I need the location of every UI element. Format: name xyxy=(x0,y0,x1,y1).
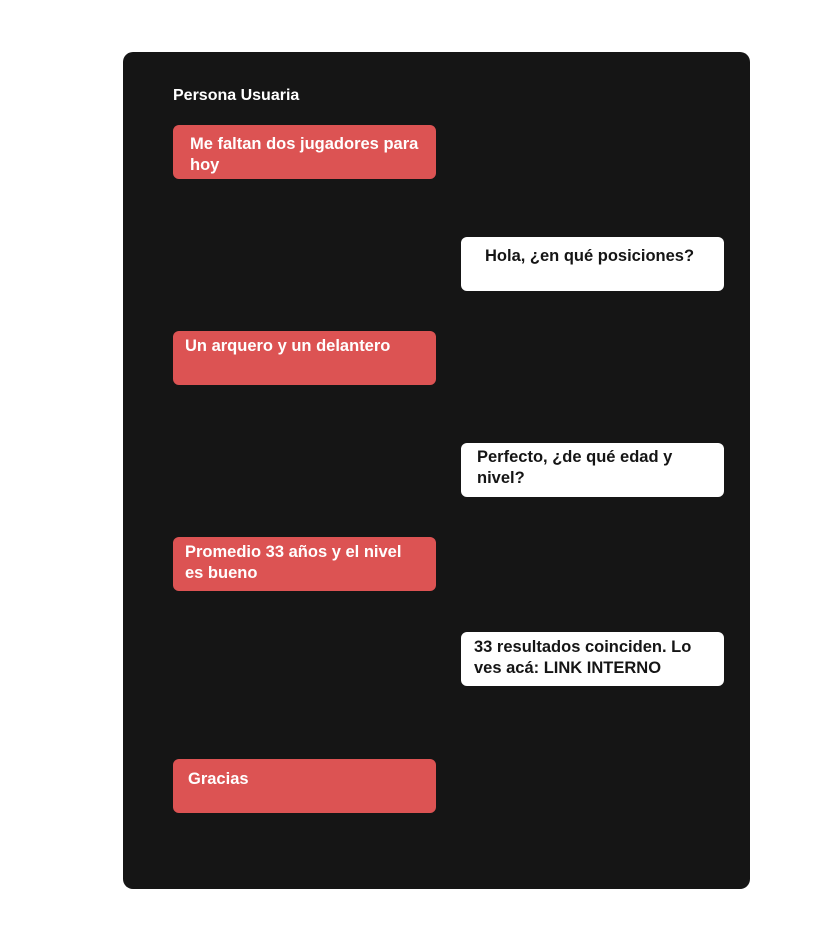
user-message-bubble: Gracias xyxy=(173,759,436,813)
user-message-bubble: Me faltan dos jugadores para hoy xyxy=(173,125,436,179)
panel-title: Persona Usuaria xyxy=(173,87,300,104)
bot-message-bubble: Perfecto, ¿de qué edad y nivel? xyxy=(461,443,724,497)
user-message-bubble: Un arquero y un delantero xyxy=(173,331,436,385)
user-message-bubble: Promedio 33 años y el nivel es bueno xyxy=(173,537,436,591)
bot-message-bubble: Hola, ¿en qué posiciones? xyxy=(461,237,724,291)
bot-message-bubble: 33 resultados coinciden. Lo ves acá: LINK INTERNO xyxy=(461,632,724,686)
